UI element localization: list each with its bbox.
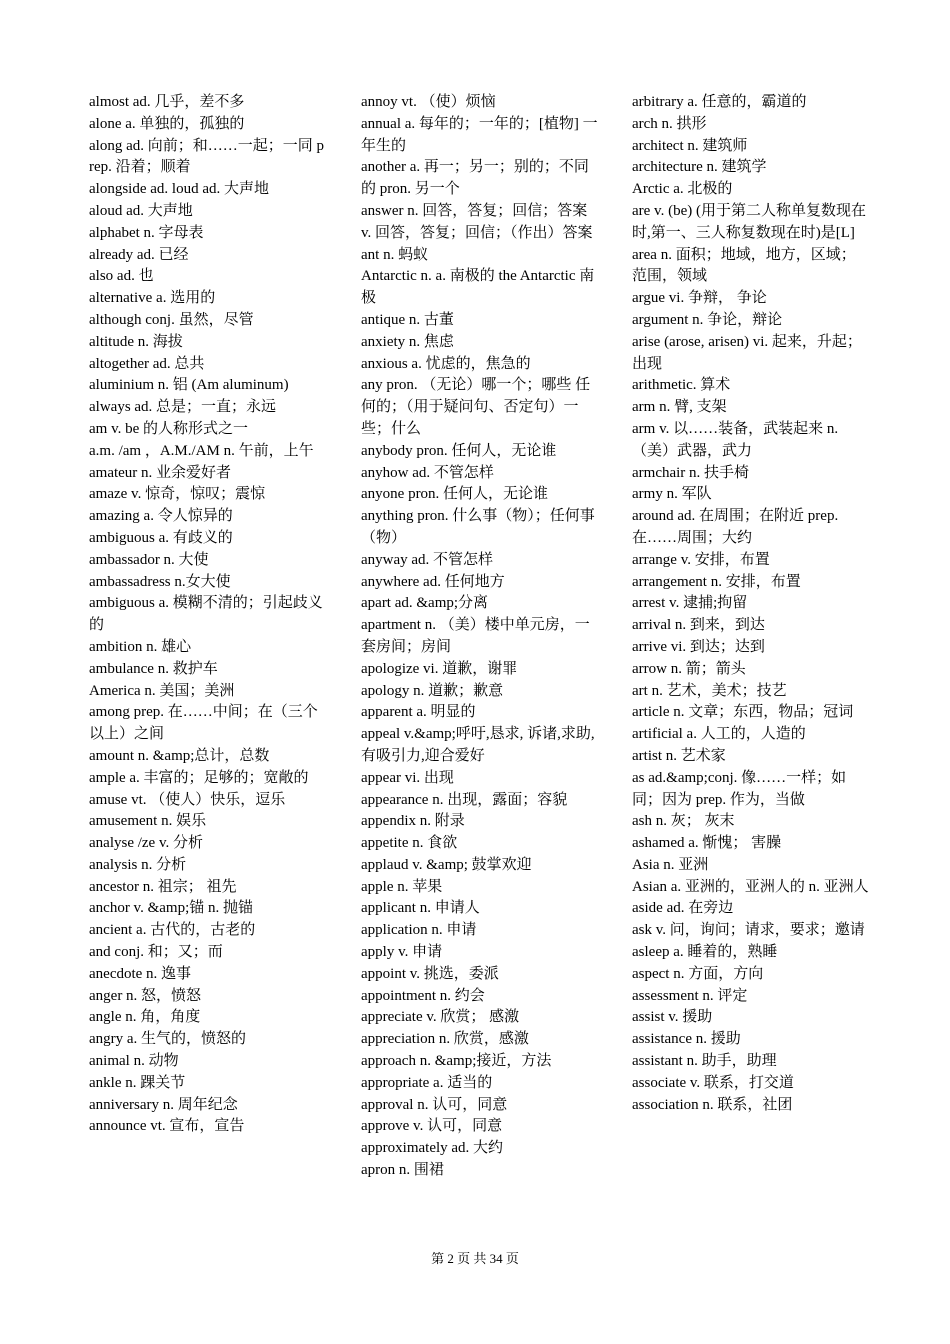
vocab-entry: amazing a. 令人惊异的	[89, 508, 233, 525]
column-2	[361, 92, 599, 1182]
vocab-entry: association n. 联系，社团	[632, 1096, 793, 1113]
vocab-entry: appearance n. 出现，露面；容貌	[361, 791, 568, 808]
vocab-entry: aluminium n. 铝 (Am aluminum)	[89, 377, 289, 394]
vocab-entry: appointment n. 约会	[361, 987, 485, 1004]
vocab-entry: applicant n. 申请人	[361, 900, 480, 917]
vocab-entry: alphabet n. 字母表	[89, 224, 204, 241]
vocab-entry: associate v. 联系，打交道	[632, 1074, 794, 1091]
vocab-entry: anxiety n. 焦虑	[361, 333, 454, 350]
vocab-entry: amusement n. 娱乐	[89, 813, 207, 830]
vocab-entry: artist n. 艺术家	[632, 747, 726, 764]
vocab-entry: approach n. &amp;接近，方法	[361, 1053, 552, 1070]
vocab-entry: ant n. 蚂蚁	[361, 246, 429, 263]
column-1	[89, 92, 327, 1138]
vocab-entry: apology n. 道歉；歉意	[361, 682, 504, 699]
page-footer: 第 2 页 共 34 页	[431, 1251, 519, 1266]
vocab-entry: ask v. 问，询问；请求，要求；邀请	[632, 922, 865, 939]
vocab-entry: among prep. 在……中间；在（三个以上）之间	[89, 704, 318, 743]
vocab-entry: article n. 文章；东西，物品；冠词	[632, 704, 854, 721]
vocab-entry: argue vi. 争辩， 争论	[632, 290, 767, 307]
vocab-entry: arm v. 以……装备，武装起来 n. （美）武器，武力	[632, 420, 839, 459]
vocab-entry: angry a. 生气的，愤怒的	[89, 1031, 247, 1048]
vocab-entry: appear vi. 出现	[361, 769, 454, 786]
vocab-entry: arise (arose, arisen) vi. 起来，升起；出现	[632, 333, 862, 372]
vocab-entry: armchair n. 扶手椅	[632, 464, 750, 481]
vocab-entry: aside ad. 在旁边	[632, 900, 734, 917]
vocab-entry: already ad. 已经	[89, 246, 189, 263]
vocab-entry: alongside ad. loud ad. 大声地	[89, 181, 269, 198]
vocab-entry: along ad. 向前；和……一起；一同 prep. 沿着；顺着	[89, 137, 324, 176]
vocab-entry: appreciation n. 欣赏，感激	[361, 1031, 529, 1048]
vocab-entry: appendix n. 附录	[361, 813, 465, 830]
vocab-entry: apple n. 苹果	[361, 878, 443, 895]
vocab-entry: ample a. 丰富的；足够的；宽敞的	[89, 769, 309, 786]
vocab-entry: anyway ad. 不管怎样	[361, 551, 494, 568]
vocab-entry: artificial a. 人工的，人造的	[632, 726, 806, 743]
vocab-entry: argument n. 争论，辩论	[632, 311, 783, 328]
vocab-entry: apartment n. （美）楼中单元房，一套房间；房间	[361, 617, 590, 655]
vocab-entry: architecture n. 建筑学	[632, 159, 767, 176]
vocab-entry: although conj. 虽然，尽管	[89, 311, 254, 328]
vocab-entry: animal n. 动物	[89, 1053, 179, 1070]
vocab-entry: annual a. 每年的；一年的；[植物] 一年生的	[361, 115, 598, 154]
vocab-entry: annoy vt. （使）烦恼	[361, 94, 496, 110]
vocab-entry: arrange v. 安排，布置	[632, 551, 770, 568]
vocab-entry: as ad.&amp;conj. 像……一样；如同；因为 prep. 作为，当做	[632, 769, 847, 808]
vocab-entry: apologize vi. 道歉，谢罪	[361, 660, 518, 677]
vocab-entry: anyhow ad. 不管怎样	[361, 464, 494, 481]
vocab-entry: apply v. 申请	[361, 944, 443, 961]
vocab-entry: anything pron. 什么事（物）；任何事（物）	[361, 508, 595, 546]
vocab-entry: alone a. 单独的，孤独的	[89, 115, 245, 132]
vocab-entry: altitude n. 海拔	[89, 333, 183, 350]
vocab-entry: applaud v. &amp; 鼓掌欢迎	[361, 856, 532, 873]
vocab-entry: ashamed a. 惭愧； 害臊	[632, 835, 782, 852]
vocab-entry: appoint v. 挑选，委派	[361, 965, 499, 982]
vocab-entry: ambiguous a. 模糊不清的；引起歧义的	[89, 595, 323, 634]
vocab-entry: approve v. 认可，同意	[361, 1118, 503, 1135]
vocab-entry: around ad. 在周围；在附近 prep.在……周围；大约	[632, 508, 839, 546]
vocab-entry: apron n. 围裙	[361, 1162, 444, 1179]
vocab-entry: arbitrary a. 任意的，霸道的	[632, 94, 807, 110]
vocab-entry: ambiguous a. 有歧义的	[89, 529, 233, 546]
vocab-entry: ambition n. 雄心	[89, 638, 192, 655]
vocab-entry: arrive vi. 到达；达到	[632, 638, 765, 655]
vocab-entry: almost ad. 几乎，差不多	[89, 94, 245, 110]
vocab-entry: any pron. （无论）哪一个；哪些 任何的；（用于疑问句、否定句）一些；什么	[361, 377, 591, 437]
vocab-entry: and conj. 和；又；而	[89, 944, 223, 961]
vocab-entry: anxious a. 忧虑的，焦急的	[361, 355, 531, 372]
vocab-entry: Arctic a. 北极的	[632, 181, 733, 198]
vocab-entry: ash n. 灰； 灰末	[632, 813, 735, 830]
vocab-entry: anecdote n. 逸事	[89, 965, 192, 982]
vocab-entry: America n. 美国；美洲	[89, 682, 235, 699]
vocab-entry: ancestor n. 祖宗； 祖先	[89, 878, 237, 895]
vocab-entry: army n. 军队	[632, 486, 712, 503]
vocab-entry: assistance n. 援助	[632, 1031, 741, 1048]
vocab-entry: a.m. /am ，A.M./AM n. 午前，上午	[89, 442, 314, 459]
vocab-entry: arrow n. 箭；箭头	[632, 660, 746, 677]
vocab-entry: another a. 再一；另一；别的；不同的 pron. 另一个	[361, 159, 589, 198]
vocab-entry: anyone pron. 任何人，无论谁	[361, 486, 549, 503]
vocab-entry: always ad. 总是；一直；永远	[89, 399, 277, 416]
vocab-entry: apparent a. 明显的	[361, 704, 476, 721]
vocab-entry: approval n. 认可，同意	[361, 1096, 508, 1113]
vocab-entry: ankle n. 踝关节	[89, 1074, 186, 1091]
vocab-entry: Asia n. 亚洲	[632, 856, 709, 873]
vocab-entry: anniversary n. 周年纪念	[89, 1096, 238, 1113]
vocab-entry: arrangement n. 安排，布置	[632, 573, 801, 590]
vocab-entry: appetite n. 食欲	[361, 835, 458, 852]
vocab-entry: angle n. 角，角度	[89, 1009, 201, 1026]
vocab-entry: assist v. 援助	[632, 1009, 713, 1026]
vocab-entry: analysis n. 分析	[89, 856, 187, 873]
vocab-entry: announce vt. 宣布，宣告	[89, 1118, 245, 1135]
vocab-entry: aspect n. 方面，方向	[632, 965, 764, 982]
vocab-entry: application n. 申请	[361, 922, 477, 939]
vocab-entry: amuse vt. （使人）快乐，逗乐	[89, 791, 286, 808]
vocab-entry: anger n. 怒，愤怒	[89, 987, 202, 1004]
vocab-entry: amount n. &amp;总计，总数	[89, 747, 270, 764]
vocab-entry: art n. 艺术，美术；技艺	[632, 682, 787, 699]
vocab-entry: assistant n. 助手，助理	[632, 1053, 777, 1070]
vocab-entry: arithmetic. 算术	[632, 377, 731, 394]
vocab-entry: Antarctic n. a. 南极的 the Antarctic 南极	[361, 268, 595, 307]
vocab-entry: are v. (be) (用于第二人称单复数现在时,第一、三人称复数现在时)是[L]	[632, 202, 866, 241]
vocab-entry: architect n. 建筑师	[632, 137, 748, 154]
vocab-entry: alternative a. 选用的	[89, 290, 216, 307]
vocab-entry: appropriate a. 适当的	[361, 1074, 493, 1091]
vocab-entry: Asian a. 亚洲的，亚洲人的 n. 亚洲人	[632, 878, 869, 895]
vocab-entry: antique n. 古董	[361, 311, 454, 328]
vocab-entry: arm n. 臂, 支架	[632, 399, 727, 416]
vocab-entry: altogether ad. 总共	[89, 355, 205, 372]
vocab-entry: area n. 面积；地域，地方，区域；范围，领域	[632, 246, 856, 285]
vocab-entry: am v. be 的人称形式之一	[89, 420, 249, 437]
vocab-entry: approximately ad. 大约	[361, 1140, 504, 1157]
vocab-entry: aloud ad. 大声地	[89, 202, 193, 219]
vocab-entry: ambulance n. 救护车	[89, 660, 218, 677]
vocab-entry: appreciate v. 欣赏； 感激	[361, 1009, 520, 1026]
vocab-entry: ambassador n. 大使	[89, 551, 209, 568]
vocab-entry: apart ad. &amp;分离	[361, 595, 489, 612]
vocab-entry: ambassadress n.女大使	[89, 573, 231, 590]
vocab-entry: anchor v. &amp;锚 n. 抛锚	[89, 900, 253, 917]
vocab-entry: analyse /ze v. 分析	[89, 835, 203, 852]
vocab-entry: appeal v.&amp;呼吁,恳求, 诉诸,求助, 有吸引力,迎合爱好	[361, 726, 595, 764]
vocab-entry: arch n. 拱形	[632, 115, 707, 132]
column-3	[632, 92, 870, 1116]
vocab-entry: ancient a. 古代的，古老的	[89, 922, 256, 939]
vocab-entry: asleep a. 睡着的，熟睡	[632, 944, 778, 961]
vocab-entry: arrival n. 到来，到达	[632, 617, 765, 634]
vocab-entry: anywhere ad. 任何地方	[361, 573, 505, 590]
vocab-entry: assessment n. 评定	[632, 987, 748, 1004]
vocab-entry: anybody pron. 任何人，无论谁	[361, 442, 557, 459]
vocab-entry: amaze v. 惊奇，惊叹；震惊	[89, 486, 266, 503]
vocab-entry: amateur n. 业余爱好者	[89, 464, 232, 481]
vocab-entry: answer n. 回答，答复；回信；答案 v. 回答，答复；回信；（作出）答案	[361, 202, 593, 241]
vocab-entry: arrest v. 逮捕;拘留	[632, 595, 748, 612]
vocab-entry: also ad. 也	[89, 268, 154, 285]
